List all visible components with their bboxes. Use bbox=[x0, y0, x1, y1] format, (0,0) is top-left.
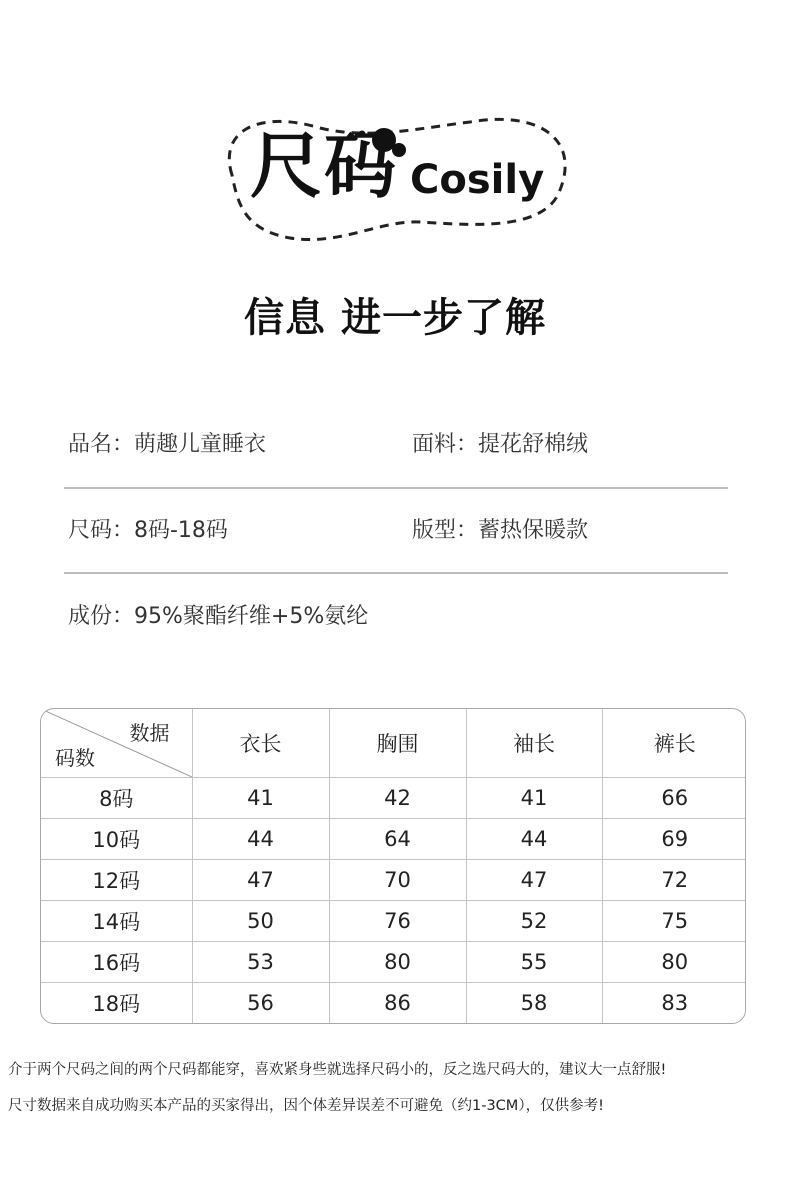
table-cell: 44 bbox=[466, 818, 602, 859]
table-cell: 56 bbox=[192, 982, 329, 1023]
product-name: 品名：萌趣儿童睡衣 bbox=[68, 432, 267, 457]
table-row bbox=[41, 859, 746, 900]
table-row bbox=[41, 982, 746, 1023]
info-row-3 bbox=[64, 599, 728, 639]
column-header: 袖长 bbox=[466, 709, 602, 777]
table-cell: 80 bbox=[329, 941, 466, 982]
note-line-2: 尺寸数据来自成功购买本产品的买家得出，因个体差异误差不可避免（约1-3CM），仅供参考! bbox=[8, 1098, 604, 1114]
table-cell: 83 bbox=[602, 982, 746, 1023]
corner-label-data: 数据 bbox=[129, 721, 170, 745]
size-range: 尺码：8码-18码 bbox=[68, 518, 228, 543]
table-cell: 47 bbox=[192, 859, 329, 900]
table-cell: 55 bbox=[466, 941, 602, 982]
note-line-1: 介于两个尺码之间的两个尺码都能穿，喜欢紧身些就选择尺码小的，反之选尺码大的，建议大一点舒服! bbox=[8, 1062, 667, 1078]
divider bbox=[64, 572, 728, 574]
table-corner-cell bbox=[41, 709, 192, 777]
table-cell: 44 bbox=[192, 818, 329, 859]
table-cell: 70 bbox=[329, 859, 466, 900]
table-cell: 76 bbox=[329, 900, 466, 941]
table-cell: 64 bbox=[329, 818, 466, 859]
column-header: 衣长 bbox=[192, 709, 329, 777]
size-table bbox=[40, 708, 746, 1024]
size-cell: 14码 bbox=[41, 900, 192, 941]
info-row-2 bbox=[64, 513, 728, 553]
logo-title: 尺码 bbox=[250, 124, 399, 208]
table-header-row bbox=[41, 709, 746, 777]
table-row bbox=[41, 777, 746, 818]
table-cell: 86 bbox=[329, 982, 466, 1023]
table-cell: 53 bbox=[192, 941, 329, 982]
composition: 成份：95%聚酯纤维+5%氨纶 bbox=[68, 604, 369, 629]
table-cell: 80 bbox=[602, 941, 746, 982]
table-cell: 52 bbox=[466, 900, 602, 941]
divider bbox=[64, 487, 728, 489]
table-cell: 72 bbox=[602, 859, 746, 900]
size-cell: 12码 bbox=[41, 859, 192, 900]
table-cell: 66 bbox=[602, 777, 746, 818]
size-cell: 10码 bbox=[41, 818, 192, 859]
fabric: 面料：提花舒棉绒 bbox=[412, 432, 589, 457]
fit-type: 版型：蓄热保暖款 bbox=[412, 518, 589, 543]
table-cell: 69 bbox=[602, 818, 746, 859]
column-header: 裤长 bbox=[602, 709, 746, 777]
column-header: 胸围 bbox=[329, 709, 466, 777]
logo bbox=[0, 0, 790, 260]
table-cell: 42 bbox=[329, 777, 466, 818]
table-cell: 58 bbox=[466, 982, 602, 1023]
page-subtitle: 信息 进一步了解 bbox=[244, 295, 546, 341]
table-row bbox=[41, 941, 746, 982]
logo-brand: Cosily bbox=[410, 157, 545, 203]
table-cell: 75 bbox=[602, 900, 746, 941]
table-cell: 41 bbox=[466, 777, 602, 818]
size-cell: 18码 bbox=[41, 982, 192, 1023]
table-row bbox=[41, 818, 746, 859]
corner-label-size: 码数 bbox=[55, 745, 95, 770]
size-cell: 16码 bbox=[41, 941, 192, 982]
info-row-1 bbox=[64, 427, 728, 467]
table-cell: 47 bbox=[466, 859, 602, 900]
table-row bbox=[41, 900, 746, 941]
size-cell: 8码 bbox=[41, 777, 192, 818]
table-cell: 41 bbox=[192, 777, 329, 818]
table-cell: 50 bbox=[192, 900, 329, 941]
